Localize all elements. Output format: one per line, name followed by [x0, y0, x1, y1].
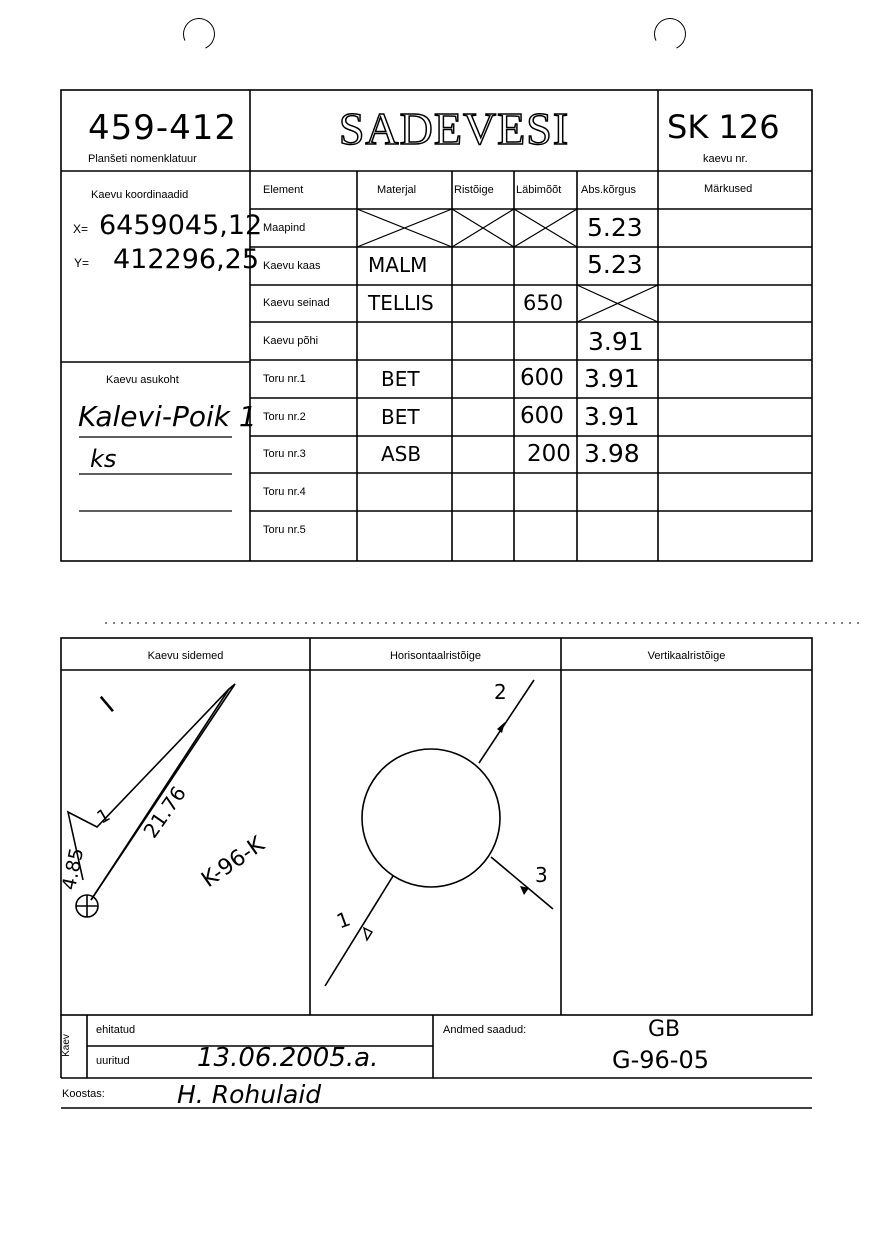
kaevu-number: SK 126 [667, 108, 780, 146]
col-label-horisontaal: Horisontaalristõige [389, 650, 482, 662]
cell-labimoot: 650 [523, 291, 564, 315]
y-prefix: Y= [74, 256, 90, 270]
y-coordinate: 412296,25 [113, 244, 260, 275]
andmed-value-1: GB [648, 1017, 681, 1042]
cell-materjal: ASB [381, 442, 422, 466]
kaevu-nr-label: kaevu nr. [703, 153, 748, 165]
asukoht-line2: ks [90, 445, 117, 473]
col-header-element: Element [263, 184, 304, 196]
row-element: Maapind [263, 222, 306, 234]
row-element: Kaevu seinad [263, 297, 330, 309]
koordinaadid-label: Kaevu koordinaadid [91, 189, 189, 201]
pipe-number-3: 3 [535, 863, 548, 887]
sketch-k-label: K-96-K [197, 832, 270, 893]
cell-materjal: MALM [368, 253, 428, 277]
x-coordinate: 6459045,12 [99, 210, 263, 241]
col-header-abs: Abs.kõrgus [581, 184, 637, 196]
pipe-number-2: 2 [494, 680, 507, 704]
row-element: Kaevu kaas [263, 260, 321, 272]
row-element: Toru nr.3 [263, 448, 306, 460]
cell-abs: 3.98 [584, 439, 640, 468]
sketch-dim-b: 4.85 [57, 846, 89, 892]
row-element: Kaevu põhi [263, 335, 319, 347]
page-title: SADEVESI [338, 103, 570, 154]
cell-materjal: BET [381, 405, 420, 429]
sketch-pipe-label: 1 [93, 804, 114, 829]
kaev-label: Kaev [60, 1034, 72, 1057]
col-header-markused: Märkused [704, 183, 753, 195]
cell-materjal: BET [381, 367, 420, 391]
col-header-ristoige: Ristõige [454, 184, 494, 196]
cell-labimoot: 600 [520, 403, 564, 429]
cell-abs: 3.91 [588, 327, 644, 356]
col-header-labimoot: Läbimõõt [516, 184, 562, 196]
cell-materjal: TELLIS [368, 291, 434, 315]
uuritud-label: uuritud [96, 1055, 130, 1067]
row-element: Toru nr.2 [263, 411, 306, 423]
asukoht-label: Kaevu asukoht [106, 374, 179, 386]
planset-number: 459-412 [88, 108, 238, 148]
cell-abs: 3.91 [584, 402, 640, 431]
sketch-dim-a: 21.76 [138, 781, 191, 843]
andmed-label: Andmed saadud: [443, 1024, 527, 1036]
cell-abs: 5.23 [587, 213, 643, 242]
row-element: Toru nr.4 [263, 486, 306, 498]
uuritud-value: 13.06.2005.a. [197, 1043, 379, 1073]
koostas-label: Koostas: [62, 1088, 105, 1100]
andmed-value-2: G-96-05 [612, 1046, 709, 1074]
row-element: Toru nr.5 [263, 524, 306, 536]
cell-abs: 3.91 [584, 364, 640, 393]
cell-abs: 5.23 [587, 250, 643, 279]
row-element: Toru nr.1 [263, 373, 306, 385]
koostas-value: H. Rohulaid [177, 1080, 322, 1109]
cell-labimoot: 200 [527, 441, 571, 467]
cell-labimoot: 600 [520, 365, 564, 391]
planset-label: Planšeti nomenklatuur [88, 153, 197, 165]
col-header-materjal: Materjal [377, 184, 417, 196]
ehitatud-label: ehitatud [96, 1024, 136, 1036]
x-prefix: X= [73, 222, 89, 236]
col-label-vertikaal: Vertikaalristõige [647, 650, 726, 662]
asukoht-line1: Kalevi-Poik 1 [78, 400, 257, 433]
col-label-sidemed: Kaevu sidemed [147, 650, 224, 662]
sketch-horisontaal [325, 680, 553, 986]
sketch-label-I: I [95, 691, 121, 719]
pipe-number-1: 1 [333, 906, 354, 934]
